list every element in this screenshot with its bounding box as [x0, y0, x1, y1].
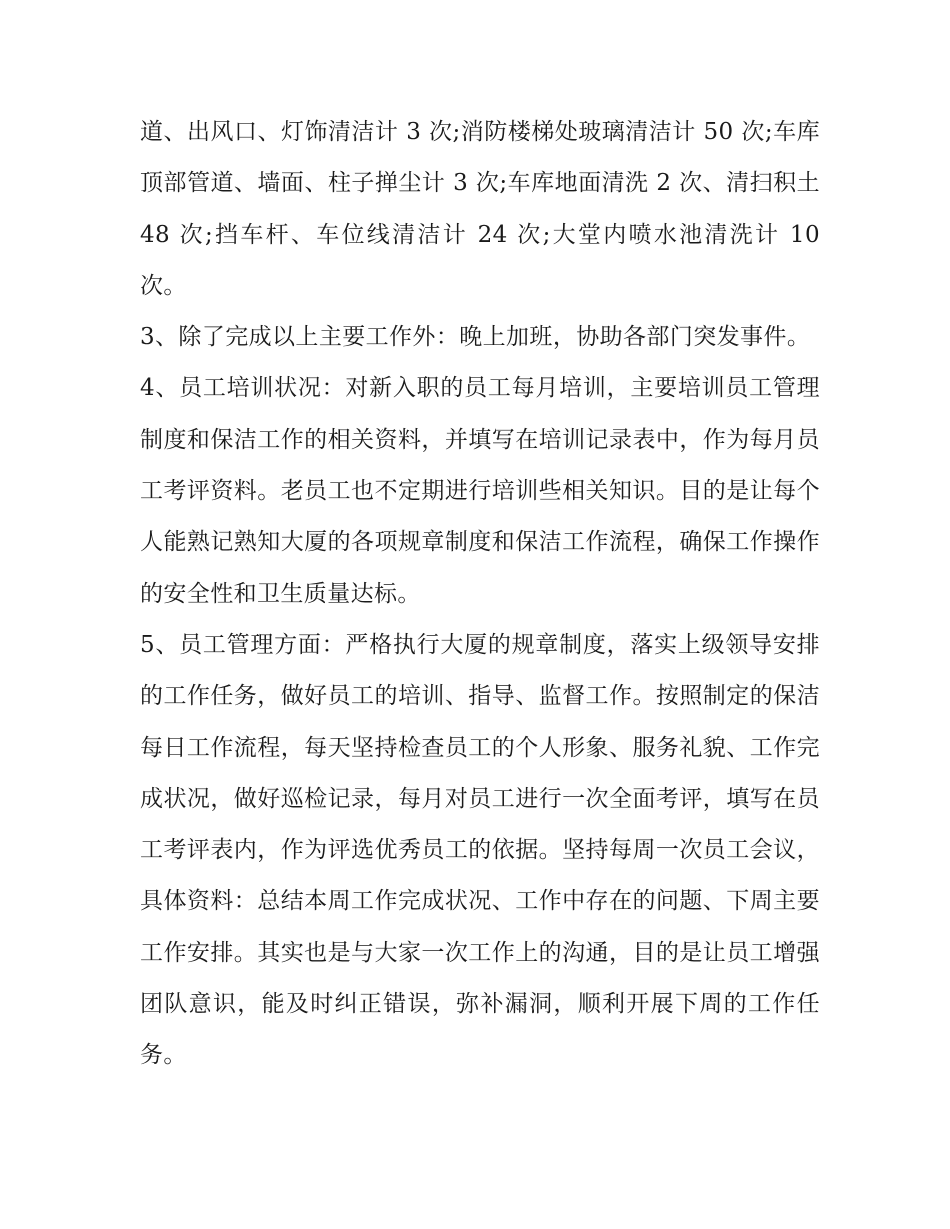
- document-body: [140, 107, 820, 1082]
- paragraph-cleaning-counts: 道、出风口、灯饰清洁计 3 次;消防楼梯处玻璃清洁计 50 次;车库顶部管道、墙面、柱子掸尘计 3 次;车库地面清洗 2 次、清扫积土 48 次;挡车杆、车位线清洁计 24 次;大堂内喷水池清洗计 10 次。: [140, 119, 820, 299]
- paragraph-item-4: 4、员工培训状况：对新入职的员工每月培训，主要培训员工管理制度和保洁工作的相关资料，并填写在培训记录表中，作为每月员工考评资料。老员工也不定期进行培训些相关知识。目的是让每个人能熟记熟知大厦的各项规章制度和保洁工作流程，确保工作操作的安全性和卫生质量达标。: [140, 375, 820, 607]
- paragraph-item-3: 3、除了完成以上主要工作外：晚上加班，协助各部门突发事件。: [140, 324, 811, 351]
- paragraph-item-5: 5、员工管理方面：严格执行大厦的规章制度，落实上级领导安排的工作任务，做好员工的培训、指导、监督工作。按照制定的保洁每日工作流程，每天坚持检查员工的个人形象、服务礼貌、工作完成状况，做好巡检记录，每月对员工进行一次全面考评，填写在员工考评表内，作为评选优秀员工的依据。坚持每周一次员工会议，具体资料：总结本周工作完成状况、工作中存在的问题、下周主要工作安排。其实也是与大家一次工作上的沟通，目的是让员工增强团队意识，能及时纠正错误，弥补漏洞，顺利开展下周的工作任务。: [140, 631, 820, 1069]
